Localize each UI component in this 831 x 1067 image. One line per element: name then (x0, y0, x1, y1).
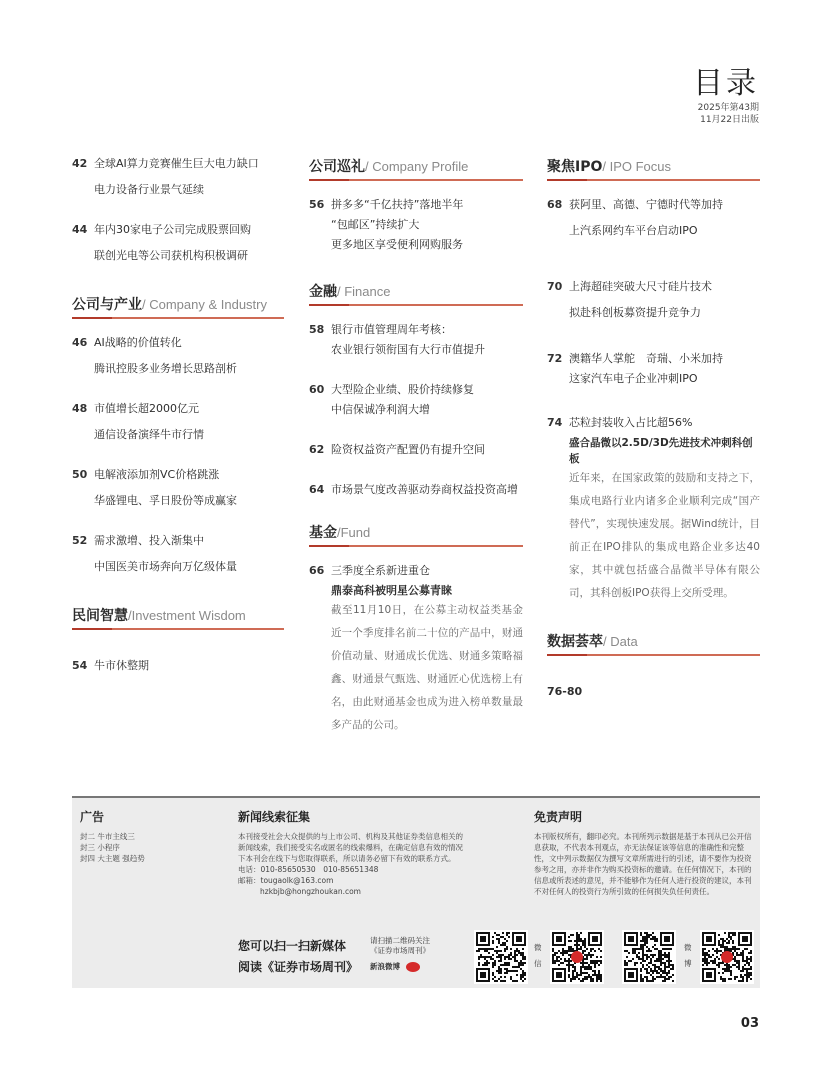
entry-title: 市场景气度改善驱动券商权益投资高增 (331, 483, 518, 496)
entry-title: 需求激增、投入渐集中 (94, 534, 204, 547)
entry-subtitle: 通信设备演绎牛市行情 (94, 428, 204, 441)
ad-line: 封四 大主题 强趋势 (80, 854, 145, 863)
section-title-zh: 聚焦IPO (547, 159, 603, 175)
entry-title: AI战略的价值转化 (94, 336, 182, 349)
toc-entry[interactable] (72, 658, 284, 674)
scan-line: 您可以扫一扫新媒体 (238, 939, 347, 953)
toc-entry[interactable] (309, 442, 523, 458)
publish-date: 11月22日出版 (700, 115, 759, 125)
page-num: 60 (309, 383, 325, 396)
toc-entry[interactable] (547, 197, 760, 239)
page-title: 目录 (693, 66, 759, 101)
weibo-icon (406, 962, 420, 972)
section-title-en: / IPO Focus (602, 159, 672, 174)
news-tips-email[interactable]: hzkbjb@hongzhoukan.com (260, 887, 361, 896)
page-num: 72 (547, 352, 563, 365)
toc-entry[interactable] (72, 533, 284, 575)
page-num: 52 (72, 534, 88, 547)
entry-subtitle: 鼎泰高科被明星公募青睐 (331, 584, 452, 597)
entry-subtitle: 拟赴科创板募资提升竞争力 (569, 306, 701, 319)
entry-subtitle: 联创光电等公司获机构积极调研 (94, 249, 248, 262)
page-num: 50 (72, 468, 88, 481)
toc-column-1 (72, 156, 284, 698)
entry-title: 三季度全系新进重仓 (331, 564, 430, 577)
entry-title: 险资权益资产配置仍有提升空间 (331, 443, 485, 456)
follow-line: 《证券市场周刊》 (370, 946, 430, 955)
entry-subtitle: 上汽系网约车平台启动IPO (569, 224, 698, 237)
entry-subtitle: 华盛锂电、孚日股份等成赢家 (94, 494, 237, 507)
toc-entry[interactable] (72, 401, 284, 443)
weibo-label: 新浪微博 (370, 962, 400, 971)
page-num: 58 (309, 323, 325, 336)
entry-title: 获阿里、高德、宁德时代等加持 (569, 198, 723, 211)
entry-subtitle: 中国医美市场奔向万亿级体量 (94, 560, 237, 573)
toc-entry[interactable] (72, 222, 284, 264)
toc-column-3 (547, 156, 760, 724)
news-tips-body: 本刊接受社会大众提供的与上市公司、机构及其他证券类信息相关的新闻线索，我们接受实名或匿名的线索爆料，在确定信息有效的情况下本刊会在线下与您取得联系，所以请务必留下有效的联系方式。 (238, 832, 463, 863)
ad-line: 封二 牛市主线三 (80, 832, 135, 841)
news-tips-email[interactable]: 邮箱：tougaolk@163.com (238, 876, 334, 885)
entry-title: 市值增长超2000亿元 (94, 402, 199, 415)
page-num: 68 (547, 198, 563, 211)
toc-feature-entry[interactable] (309, 563, 523, 737)
section-title-zh: 民间智慧 (72, 608, 128, 624)
section-title-en: /Investment Wisdom (128, 608, 246, 623)
entry-title: 芯粒封装收入占比超56% (569, 416, 693, 429)
section-title-en: /Fund (337, 525, 371, 540)
page-num: 42 (72, 157, 88, 170)
toc-entry[interactable] (309, 482, 523, 498)
toc-entry[interactable] (309, 382, 523, 418)
entry-subtitle: 中信保诚净利润大增 (331, 403, 430, 416)
page-num: 66 (309, 564, 325, 577)
entry-title: 上海超硅突破大尺寸硅片技术 (569, 280, 712, 293)
section-title-zh: 公司巡礼 (309, 159, 365, 175)
section-title-en: / Company & Industry (142, 297, 267, 312)
toc-entry[interactable] (72, 156, 284, 198)
entry-title: 电解液添加剂VC价格跳涨 (94, 468, 220, 481)
news-tips-phone: 电话：010-85650530 010-85651348 (238, 865, 379, 874)
entry-title: 年内30家电子公司完成股票回购 (94, 223, 251, 236)
entry-title: 银行市值管理周年考核： (331, 323, 452, 336)
section-title-en: / Finance (337, 284, 391, 299)
page-num: 74 (547, 416, 563, 429)
page-number: 03 (740, 1016, 759, 1031)
section-title-zh: 数据荟萃 (547, 634, 603, 650)
page-num: 54 (72, 659, 88, 672)
news-tips-block (238, 808, 468, 897)
section-header-investment-wisdom (72, 605, 284, 630)
toc-entry[interactable] (547, 684, 760, 700)
disclaimer-title: 免责声明 (534, 810, 583, 824)
page-num: 64 (309, 483, 325, 496)
scan-prompt (238, 936, 358, 978)
ad-title: 广告 (80, 810, 105, 824)
entry-title: 全球AI算力竞赛催生巨大电力缺口 (94, 157, 259, 170)
qr-code-weibo-1[interactable] (622, 930, 676, 984)
disclaimer-body: 本刊版权所有，翻印必究。本刊所列示数据是基于本刊从已公开信息获取，不代表本刊观点，亦无法保证该等信息的准确性和完整性，文中列示数据仅为撰写文章所需进行的引述，请不要作为投资参考之用，亦并非作为购买投资标的邀请。在任何情况下，本刊的信息或所表述的意见，并不能够作为任何人进行投资的建议，本刊不对任何人的投资行为所引致的任何损失负任何责任。 (534, 832, 752, 896)
entry-subtitle: 农业银行领衔国有大行市值提升 (331, 343, 485, 356)
entry-title: 澳籍华人掌舵 奇瑞、小米加持 (569, 352, 723, 365)
entry-title: 大型险企业绩、股价持续修复 (331, 383, 474, 396)
page-num: 46 (72, 336, 88, 349)
entry-subtitle: 盛合晶微以2.5D/3D先进技术冲刺科创板 (569, 437, 753, 465)
toc-entry[interactable] (72, 335, 284, 377)
section-header-company-industry (72, 294, 284, 319)
ad-line: 封三 小程序 (80, 843, 120, 852)
ad-block (80, 808, 220, 864)
follow-prompt (370, 936, 430, 972)
qr-label-wechat: 微信 (534, 943, 542, 968)
entry-title: 牛市休整期 (94, 659, 149, 672)
entry-summary: 截至11月10日，在公募主动权益类基金近一个季度排名前二十位的产品中，财通价值动量、财通成长优选、财通多策略福鑫、财通景气甄选、财通匠心优选榜上有名，由此财通基金也成为进入榜单数量最多产品的公司。 (331, 604, 523, 731)
toc-entry[interactable] (72, 467, 284, 509)
news-tips-title: 新闻线索征集 (238, 810, 311, 824)
qr-code-wechat-2[interactable] (550, 930, 604, 984)
page-num: 56 (309, 198, 325, 211)
page-range: 76-80 (547, 685, 583, 698)
entry-subtitle: 电力设备行业景气延续 (94, 183, 204, 196)
qr-code-wechat-1[interactable] (474, 930, 528, 984)
page-num: 62 (309, 443, 325, 456)
qr-code-weibo-2[interactable] (700, 930, 754, 984)
issue-number: 2025年第43期 (697, 103, 759, 113)
toc-group (72, 156, 284, 264)
toc-entry[interactable] (547, 351, 760, 387)
section-header-finance (309, 281, 523, 306)
section-header-company-profile (309, 156, 523, 181)
section-title-zh: 金融 (309, 284, 337, 300)
section-title-zh: 公司与产业 (72, 297, 142, 313)
section-header-fund (309, 522, 523, 547)
entry-subtitle: 这家汽车电子企业冲刺IPO (569, 372, 698, 385)
footer-info-panel (72, 796, 760, 988)
section-title-en: / Data (603, 634, 638, 649)
page-num: 48 (72, 402, 88, 415)
entry-subtitle: “包邮区”持续扩大 (331, 218, 420, 231)
entry-subtitle: 更多地区享受便利网购服务 (331, 238, 463, 251)
qr-label-weibo: 微博 (684, 943, 692, 968)
entry-subtitle: 腾讯控股多业务增长思路剖析 (94, 362, 237, 375)
disclaimer-block (534, 808, 752, 897)
entry-title: 拼多多“千亿扶持”落地半年 (331, 198, 464, 211)
toc-entry[interactable] (309, 197, 523, 253)
page-num: 70 (547, 280, 563, 293)
follow-line: 请扫描二维码关注 (370, 936, 430, 945)
scan-line: 阅读《证券市场周刊》 (238, 960, 359, 974)
section-title-zh: 基金 (309, 525, 337, 541)
masthead (693, 66, 759, 126)
page-num: 44 (72, 223, 88, 236)
section-header-ipo-focus (547, 156, 760, 181)
section-title-en: / Company Profile (365, 159, 469, 174)
section-header-data (547, 631, 760, 656)
toc-entry[interactable] (309, 322, 523, 358)
toc-entry[interactable] (547, 279, 760, 321)
toc-feature-entry[interactable] (547, 415, 760, 605)
toc-column-2 (309, 156, 523, 761)
entry-summary: 近年来，在国家政策的鼓励和支持之下，集成电路行业内诸多企业顺利完成“国产替代”，实现快速发展。据Wind统计，目前正在IPO排队的集成电路企业多达40家，其中就包括盛合晶微半导体有限公司，其科创板IPO获得上交所受理。 (569, 472, 760, 599)
